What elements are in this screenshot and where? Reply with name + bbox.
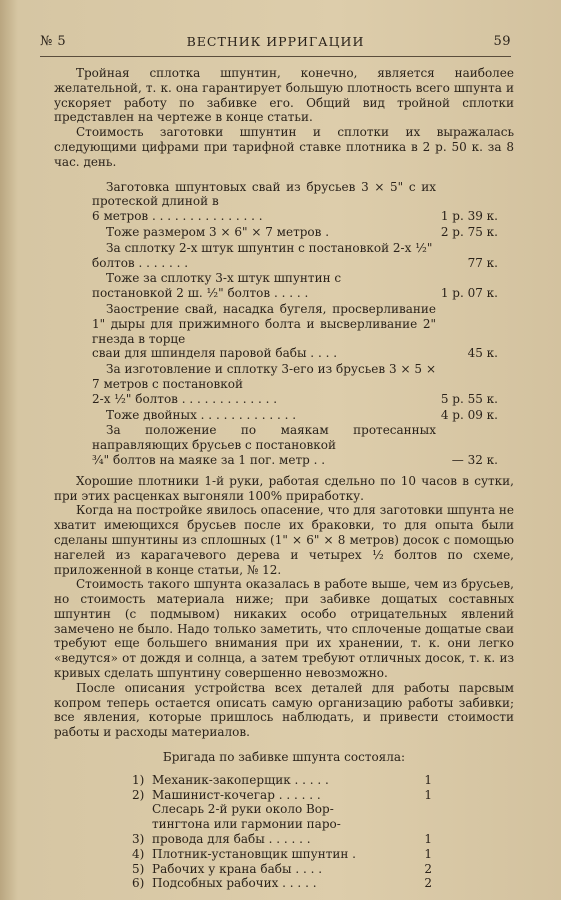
cost-value: 45 к.	[467, 346, 498, 361]
cost-row	[92, 362, 498, 406]
crew-list	[132, 773, 432, 891]
cost-value: 4 р. 09 к.	[440, 407, 498, 422]
crew-item-text: тингтона или гармонии паро-	[152, 817, 341, 832]
cost-row	[92, 423, 498, 467]
issue-number: № 5	[40, 34, 67, 49]
cost-row	[92, 225, 498, 240]
cost-value: 77 к.	[467, 255, 498, 270]
cost-item-text: Заострение свай, насадка бугеля, просверливание 1" дыры для прижимного болта и высверливание 2" гнезда в торце	[92, 301, 436, 346]
crew-item	[132, 847, 432, 862]
cost-item-text: постановкой 2 ш. ½" болтов . . . . .	[92, 286, 309, 301]
cost-item-text: За сплотку 2-х штук шпунтин с постановкой 2-х ½" болтов . . . . . . .	[92, 240, 433, 270]
cost-value: 5 р. 55 к.	[440, 391, 498, 406]
paragraph: Тройная сплотка шпунтин, конечно, является наиболее желательной, т. к. она гарантирует большую плотность всего шпунта и ускоряет работу по забивке его. Общий вид тройной сплотки представлен на чертеже в конце статьи.	[54, 66, 514, 125]
paragraph: Стоимость заготовки шпунтин и сплотки их выражалась следующими цифрами при тарифной ставке плотника в 2 р. 50 к. за 8 час. день.	[54, 125, 514, 169]
paragraphs-top	[54, 66, 514, 170]
cost-row	[92, 241, 498, 271]
cost-row	[92, 271, 498, 301]
journal-title: ВЕСТНИК ИРРИГАЦИИ	[186, 34, 365, 49]
cost-item-text: ¾" болтов на маяке за 1 пог. метр . .	[92, 452, 326, 467]
crew-item-number: 4)	[132, 846, 145, 861]
crew-item-number: 3)	[132, 832, 145, 847]
cost-item-text: сваи для шпинделя паровой бабы . . . .	[92, 346, 338, 361]
crew-item-text: Машинист-кочегар . . . . . .	[152, 787, 321, 802]
cost-item-text: 2-х ½" болтов . . . . . . . . . . . . .	[92, 391, 278, 406]
paragraph: Хорошие плотники 1-й руки, работая сдельно по 10 часов в сутки, при этих расценках выгоняли 100% приработку.	[54, 473, 514, 503]
cost-value: 1 р. 39 к.	[440, 209, 498, 224]
crew-item-number: 5)	[132, 861, 145, 876]
cost-row	[92, 408, 498, 423]
crew-item-text: Механик-закоперщик . . . . .	[152, 772, 329, 787]
page-number: 59	[493, 34, 511, 49]
article-body	[54, 66, 514, 891]
cost-item-text: За положение по маякам протесанных направляющих брусьев с постановкой	[92, 423, 436, 453]
crew-item-count: 1	[424, 832, 432, 847]
cost-item-text: Тоже размером 3 × 6" × 7 метров .	[106, 224, 330, 239]
crew-item-text: Плотник-установщик шпунтин .	[152, 846, 356, 861]
crew-item-count: 2	[424, 861, 432, 876]
crew-item-number: 1)	[132, 772, 145, 787]
crew-item	[132, 862, 432, 877]
paragraph: Когда на постройке явилось опасение, что для заготовки шпунта не хватит имеющихся брусьев после их браковки, то для опыта были сделаны шпунтины из сплошных (1" × 6" × 8 метров) досок с помощью нагелей из карагачевого дерева и четырех ½ болтов по схеме, приложенной в конце статьи, № 12.	[54, 503, 514, 577]
cost-item-text: Тоже двойных . . . . . . . . . . . . .	[106, 407, 297, 422]
crew-item-count: 2	[424, 876, 432, 891]
crew-item	[132, 802, 432, 846]
crew-item	[132, 773, 432, 788]
cost-item-text: 6 метров . . . . . . . . . . . . . . .	[92, 209, 263, 224]
crew-item	[132, 788, 432, 803]
cost-row	[92, 180, 498, 224]
cost-value: — 32 к.	[451, 452, 498, 467]
page-header	[40, 34, 511, 57]
crew-item-count: 1	[424, 846, 432, 861]
cost-row	[92, 302, 498, 361]
crew-item	[132, 876, 432, 891]
cost-item-text: Тоже за сплотку 3-х штук шпунтин с	[106, 271, 342, 286]
crew-item-text: Подсобных рабочих . . . . .	[152, 876, 317, 891]
cost-item-text: Заготовка шпунтовых свай из брусьев 3 × 5" с их протеской длиной в	[92, 179, 436, 209]
crew-item-count: 1	[424, 787, 432, 802]
cost-table	[92, 180, 498, 468]
paragraphs-middle	[54, 474, 514, 740]
crew-item-number: 2)	[132, 787, 145, 802]
crew-item-count: 1	[424, 772, 432, 787]
cost-value: 2 р. 75 к.	[440, 224, 498, 239]
paragraph: После описания устройства всех деталей для работы парсвым копром теперь остается описать самую организацию работы забивки; все явления, которые пришлось наблюдать, и привести стоимости работы и расходы материалов.	[54, 680, 514, 740]
cost-value: 1 р. 07 к.	[440, 286, 498, 301]
crew-item-text: Слесарь 2-й руки около Вор-	[152, 802, 334, 817]
crew-item-text: провода для бабы . . . . . .	[152, 832, 311, 847]
cost-item-text: За изготовление и сплотку 3-его из брусьев 3 × 5 × 7 метров с постановкой	[92, 362, 436, 391]
crew-title: Бригада по забивке шпунта состояла:	[162, 750, 406, 765]
crew-item-number: 6)	[132, 876, 145, 891]
crew-item-text: Рабочих у крана бабы . . . .	[152, 861, 323, 876]
paragraph: Стоимость такого шпунта оказалась в работе выше, чем из брусьев, но стоимость материала ниже; при забивке дощатых составных шпунтин (с подмывом) никаких особо отрицательных явлений замечено не было. Надо только заметить, что сплоченые дощатые сваи требуют еще большего внимания при их хранении, т. к. они легко «ведутся» от дождя и солнца, а затем требуют отличных досок, т. к. из кривых сделать шпунтину совершенно невозможно.	[54, 577, 514, 681]
